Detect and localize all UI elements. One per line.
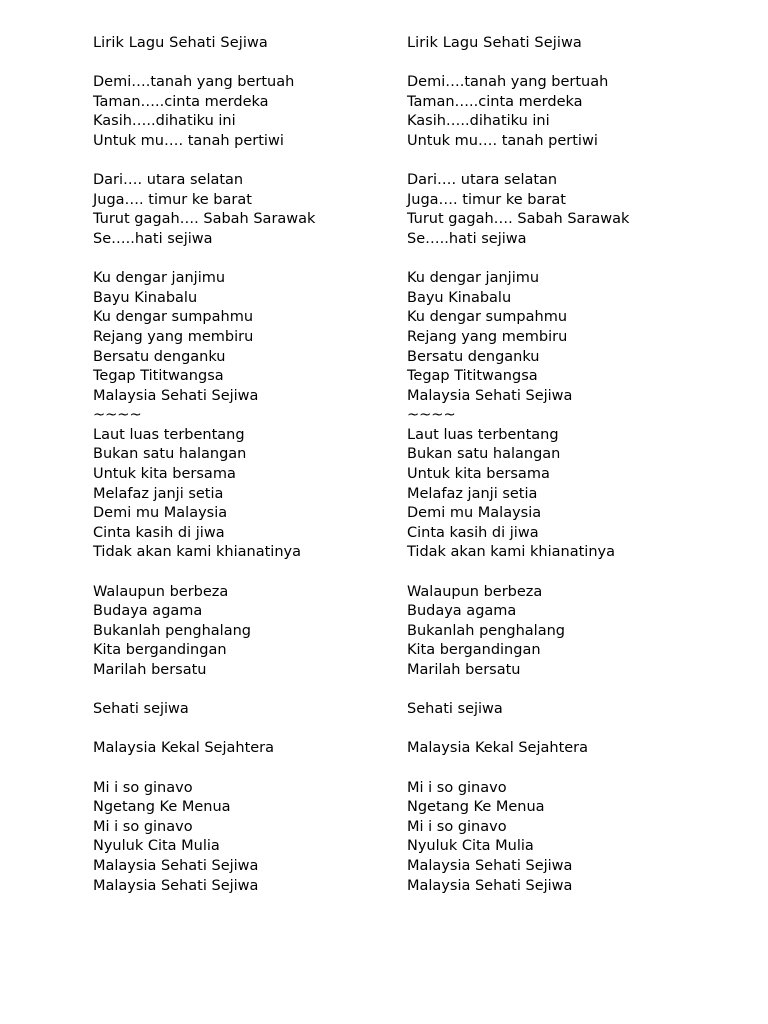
lyric-line: Taman…..cinta merdeka (407, 93, 583, 110)
lyric-line: Ku dengar janjimu (93, 270, 226, 287)
lyric-line: Demi mu Malaysia (407, 505, 542, 522)
lyric-line: Mi i so ginavo (93, 779, 193, 796)
lyric-line: Bayu Kinabalu (93, 289, 198, 306)
stanza (407, 269, 707, 426)
lyric-line: Bukanlah penghalang (407, 622, 565, 639)
lyric-line: Sehati sejiwa (93, 701, 189, 718)
lyric-line: Se…..hati sejiwa (407, 230, 527, 247)
lyric-line: Melafaz janji setia (93, 485, 224, 502)
lyric-line: Bukanlah penghalang (93, 622, 251, 639)
lyric-line: Tegap Tititwangsa (407, 368, 538, 385)
lyric-line: Dari…. utara selatan (407, 172, 558, 189)
stanza (93, 739, 393, 759)
lyric-line: Turut gagah…. Sabah Sarawak (93, 211, 316, 228)
lyric-line: Walaupun berbeza (93, 583, 229, 600)
lyric-line: Budaya agama (93, 603, 203, 620)
stanza (93, 583, 393, 681)
stanza (407, 739, 707, 759)
lyric-line: Demi mu Malaysia (93, 505, 228, 522)
lyric-line: Malaysia Kekal Sejahtera (407, 740, 589, 757)
lyric-line: Malaysia Kekal Sejahtera (93, 740, 275, 757)
lyric-line: Juga…. timur ke barat (93, 191, 252, 208)
stanza-list (407, 73, 707, 896)
lyric-line: Kasih…..dihatiku ini (407, 113, 550, 130)
lyric-line: Untuk kita bersama (407, 466, 550, 483)
lyric-line: Bersatu denganku (407, 348, 540, 365)
lyric-line: Se…..hati sejiwa (93, 230, 213, 247)
lyric-line: Ku dengar sumpahmu (407, 309, 568, 326)
lyric-line: Untuk mu…. tanah pertiwi (407, 132, 598, 149)
lyric-line: Mi i so ginavo (93, 818, 193, 835)
lyric-line: Dari…. utara selatan (93, 172, 244, 189)
stanza (93, 426, 393, 563)
lyric-line: Untuk kita bersama (93, 466, 236, 483)
lyrics-column-left (93, 34, 393, 896)
stanza (407, 779, 707, 897)
lyric-line: Taman…..cinta merdeka (93, 93, 269, 110)
lyric-line: Cinta kasih di jiwa (407, 524, 539, 541)
stanza (407, 171, 707, 249)
lyric-line: Ngetang Ke Menua (407, 799, 545, 816)
lyric-line: Nyuluk Cita Mulia (93, 838, 220, 855)
lyric-line: ~~~~ (407, 407, 456, 424)
lyric-line: Walaupun berbeza (407, 583, 543, 600)
stanza (93, 779, 393, 897)
lyric-line: Kasih…..dihatiku ini (93, 113, 236, 130)
lyric-line: Bersatu denganku (93, 348, 226, 365)
lyric-line: Malaysia Sehati Sejiwa (93, 857, 259, 874)
lyric-line: Malaysia Sehati Sejiwa (93, 387, 259, 404)
stanza (93, 73, 393, 151)
stanza (407, 583, 707, 681)
lyric-line: Melafaz janji setia (407, 485, 538, 502)
lyric-line: Malaysia Sehati Sejiwa (93, 877, 259, 894)
lyric-line: Tidak akan kami khianatinya (407, 544, 615, 561)
lyric-line: Ngetang Ke Menua (93, 799, 231, 816)
stanza (93, 171, 393, 249)
lyric-line: Demi….tanah yang bertuah (407, 74, 609, 91)
lyric-line: Bukan satu halangan (407, 446, 561, 463)
stanza (93, 700, 393, 720)
lyric-line: Bukan satu halangan (93, 446, 247, 463)
lyric-line: Mi i so ginavo (407, 818, 507, 835)
lyrics-column-right (407, 34, 707, 896)
lyric-line: Laut luas terbentang (407, 426, 559, 443)
lyric-line: Marilah bersatu (93, 662, 207, 678)
lyric-line: Cinta kasih di jiwa (93, 524, 225, 541)
lyrics-title: Lirik Lagu Sehati Sejiwa (407, 35, 582, 51)
lyric-line: Bayu Kinabalu (407, 289, 512, 306)
lyric-line: Kita bergandingan (93, 642, 227, 659)
stanza (407, 700, 707, 720)
lyric-line: Malaysia Sehati Sejiwa (407, 857, 573, 874)
lyric-line: Juga…. timur ke barat (407, 191, 566, 208)
stanza (407, 426, 707, 563)
stanza (407, 73, 707, 151)
lyric-line: Mi i so ginavo (407, 779, 507, 796)
lyric-line: Tidak akan kami khianatinya (93, 544, 301, 561)
lyric-line: Ku dengar sumpahmu (93, 309, 254, 326)
lyric-line: ~~~~ (93, 407, 142, 424)
lyric-line: Kita bergandingan (407, 642, 541, 659)
lyric-line: Budaya agama (407, 603, 517, 620)
stanza (93, 269, 393, 426)
stanza-list (93, 73, 393, 896)
lyric-line: Rejang yang membiru (407, 328, 568, 345)
lyric-line: Marilah bersatu (407, 662, 521, 678)
lyric-line: Untuk mu…. tanah pertiwi (93, 132, 284, 149)
lyric-line: Laut luas terbentang (93, 426, 245, 443)
lyric-line: Nyuluk Cita Mulia (407, 838, 534, 855)
lyrics-title: Lirik Lagu Sehati Sejiwa (93, 35, 268, 51)
lyric-line: Malaysia Sehati Sejiwa (407, 387, 573, 404)
lyric-line: Turut gagah…. Sabah Sarawak (407, 211, 630, 228)
lyric-line: Ku dengar janjimu (407, 270, 540, 287)
lyric-line: Sehati sejiwa (407, 701, 503, 718)
lyric-line: Malaysia Sehati Sejiwa (407, 877, 573, 894)
lyric-line: Tegap Tititwangsa (93, 368, 224, 385)
lyric-line: Demi….tanah yang bertuah (93, 74, 295, 91)
lyric-line: Rejang yang membiru (93, 328, 254, 345)
